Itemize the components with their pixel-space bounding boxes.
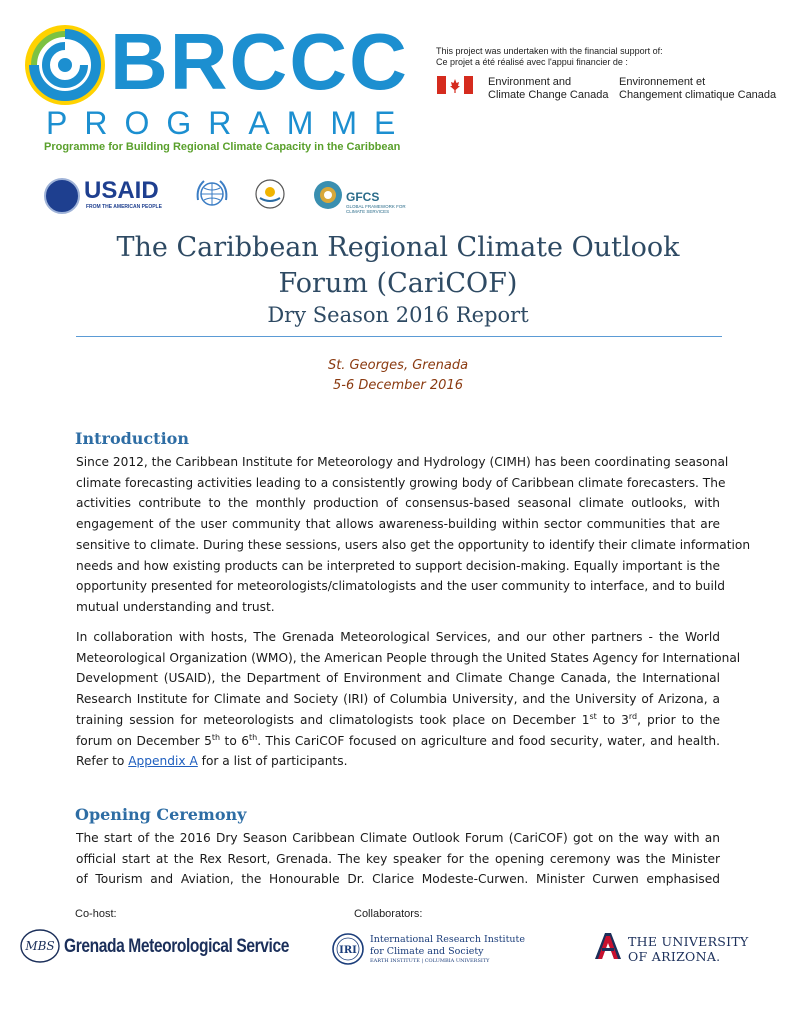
funding-notice-fr: Ce projet a été réalisé avec l'appui financier de : bbox=[436, 57, 628, 67]
university-of-arizona-name: THE UNIVERSITY OF ARIZONA. bbox=[628, 934, 749, 964]
iri-affiliation: EARTH INSTITUTE | COLUMBIA UNIVERSITY bbox=[370, 958, 490, 964]
gfcs-logo-icon bbox=[312, 179, 344, 211]
usaid-seal-icon bbox=[44, 178, 80, 214]
introduction-paragraph-1: Since 2012, the Caribbean Institute for Meteorology and Hydrology (CIMH) has been coordinating seasonal climate forecasting activities leading to a consistently growing body of Caribbean climate forecasters. The activities contribute to the monthly production of consensus-based seasonal climate outlooks, with engagement of the user community that allows awareness-building within sector communities that are sensitive to climate. During these sessions, users also get the opportunity to identify their climate information needs and how existing products can be interpreted to support decision-making. Equally important is the opportunity presented for meteorologists/climatologists and the user community to interface, and to build mutual understanding and trust. bbox=[76, 455, 751, 614]
brccc-swirl-logo-icon bbox=[22, 22, 108, 108]
report-date: 5-6 December 2016 bbox=[333, 378, 463, 393]
introduction-heading: Introduction bbox=[75, 429, 189, 448]
programme-logo-text: PROGRAMME bbox=[46, 105, 413, 141]
report-location: St. Georges, Grenada bbox=[327, 358, 469, 373]
grenada-met-service-text: Grenada Meteorological Service bbox=[64, 936, 289, 957]
programme-tagline: Programme for Building Regional Climate Capacity in the Caribbean bbox=[44, 141, 401, 153]
grenada-met-service-logo-icon bbox=[18, 926, 62, 966]
university-of-arizona-a-icon bbox=[592, 930, 624, 962]
gfcs-tagline: GLOBAL FRAMEWORK FOR CLIMATE SERVICES bbox=[346, 204, 406, 214]
eccc-name-fr: Environnement et Changement climatique Canada bbox=[619, 76, 777, 101]
appendix-a-link[interactable]: Appendix A bbox=[128, 754, 198, 769]
opening-ceremony-heading: Opening Ceremony bbox=[75, 805, 247, 824]
title-divider bbox=[76, 336, 722, 337]
funding-notice-en: This project was undertaken with the financial support of: bbox=[436, 46, 663, 56]
cimh-logo-icon bbox=[254, 178, 286, 210]
co-host-label: Co-host: bbox=[75, 908, 117, 920]
report-subtitle: Dry Season 2016 Report bbox=[267, 303, 529, 327]
canada-flag-icon bbox=[437, 76, 473, 94]
report-title-line-1: The Caribbean Regional Climate Outlook bbox=[116, 232, 680, 263]
iri-logo-icon bbox=[331, 932, 365, 966]
usaid-logo-text: USAID bbox=[84, 177, 159, 204]
iri-name: International Research Institute for Climate and Society bbox=[370, 934, 525, 957]
brccc-logo-text: BRCCC bbox=[110, 17, 409, 106]
introduction-paragraph-2: In collaboration with hosts, The Grenada Meteorological Services, and our other partners - the World Meteorological Organization (WMO), the American People through the United States Agency for International Development (USAID), the Department of Environment and Climate Change Canada, the International Research Institute for Climate and Society (IRI) of Columbia University, and the University of Arizona, a training session for meteorologists and climatologists took place on December 1st to 3rd, prior to the forum on December 5th to 6th. This CariCOF focused on agriculture and food security, water, and health. Refer to Appendix A for a list of participants. bbox=[76, 630, 741, 769]
report-title-line-2: Forum (CariCOF) bbox=[278, 268, 518, 299]
usaid-tagline: FROM THE AMERICAN PEOPLE bbox=[86, 204, 162, 210]
svg-text:MBS: MBS bbox=[25, 939, 55, 953]
collaborators-label: Collaborators: bbox=[354, 908, 423, 920]
svg-text:IRI: IRI bbox=[339, 945, 357, 956]
wmo-emblem-icon bbox=[194, 176, 230, 212]
gfcs-logo-text: GFCS bbox=[346, 190, 380, 204]
eccc-name-en: Environment and Climate Change Canada bbox=[488, 76, 609, 101]
opening-ceremony-paragraph: The start of the 2016 Dry Season Caribbean Climate Outlook Forum (CariCOF) got on the way with an official start at the Rex Resort, Grenada. The key speaker for the opening ceremony was the Minister of Tourism and Aviation, the Honourable Dr. Clarice Modeste-Curwen. Minister Curwen emphasised bbox=[76, 831, 720, 887]
